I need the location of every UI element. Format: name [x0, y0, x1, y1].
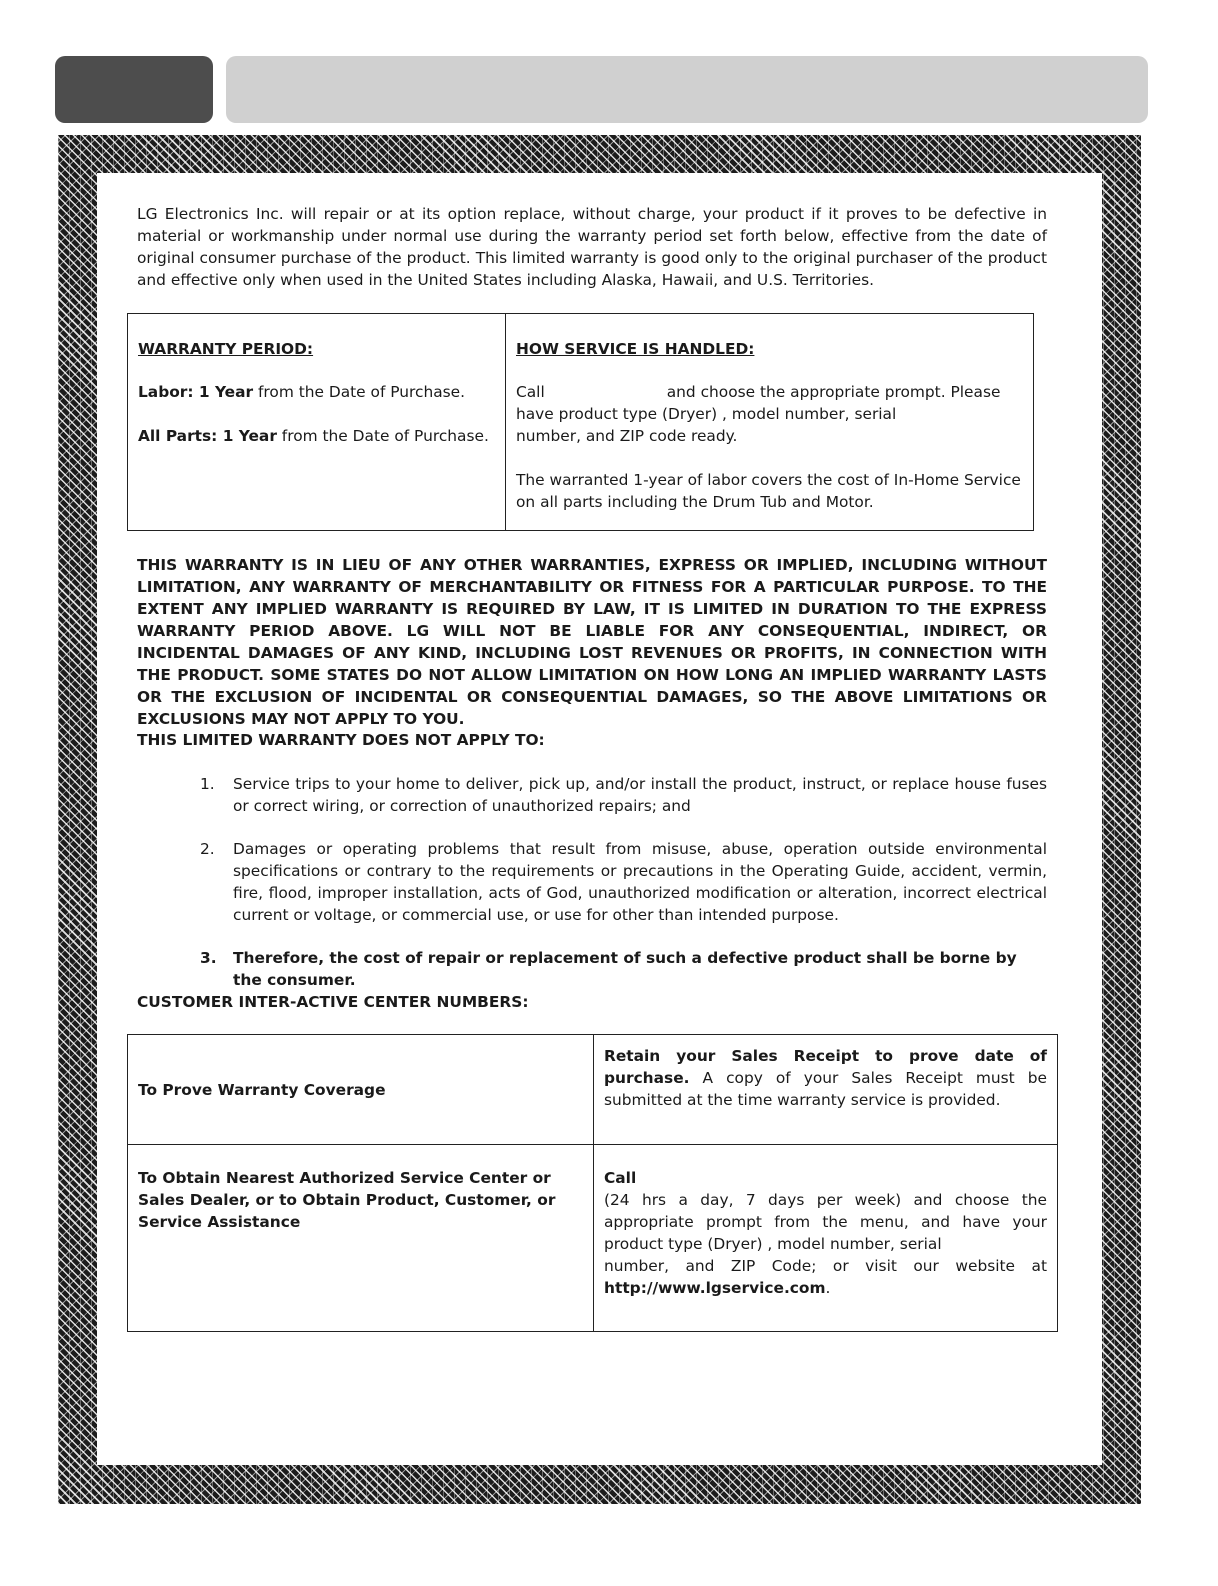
labor-label: Labor: 1 Year — [138, 383, 254, 401]
exclusion-text: Therefore, the cost of repair or replacement of such a defective product shall be borne by the consumer. — [233, 949, 1017, 989]
labor-coverage-text: The warranted 1-year of labor covers the cost of In-Home Service on all parts including the Drum Tub and Motor. — [516, 471, 1021, 511]
exclusion-text: Service trips to your home to deliver, pick up, and/or install the product, instruct, or replace house fuses or correct wiring, or correction of unauthorized repairs; and — [233, 775, 1047, 815]
service-handled-cell — [506, 314, 1034, 531]
exclusion-number: 2. — [200, 840, 215, 858]
parts-line — [138, 425, 495, 447]
assistance-text-last-line: number, and ZIP Code; or visit our website at — [604, 1257, 1047, 1275]
row-value — [594, 1035, 1058, 1145]
warranty-table — [127, 313, 1034, 531]
service-handled-header: HOW SERVICE IS HANDLED: — [516, 340, 755, 358]
table-row — [128, 1145, 1058, 1332]
labor-line — [138, 381, 495, 403]
row-value — [594, 1145, 1058, 1332]
header-tab-dark — [55, 56, 213, 123]
website-period: . — [825, 1279, 831, 1297]
parts-label: All Parts: 1 Year — [138, 427, 277, 445]
not-apply-heading: THIS LIMITED WARRANTY DOES NOT APPLY TO: — [137, 731, 545, 749]
sales-receipt-text: A copy of your Sales Receipt must be submitted at the time warranty service is provided. — [604, 1069, 1047, 1109]
call-line-2: have product type (Dryer) , model number, serial — [516, 405, 897, 423]
exclusion-item — [200, 947, 1047, 989]
assistance-text: (24 hrs a day, 7 days per week) and choose the appropriate prompt from the menu, and have your product type (Dryer) , model number, serial — [604, 1191, 1047, 1253]
call-word: Call — [516, 383, 545, 401]
exclusion-text: Damages or operating problems that result from misuse, abuse, operation outside environmental specifications or contrary to the requirements or precautions in the Operating Guide, accident, vermin, fire, flood, improper installation, acts of God, unauthorized modification or alteration, incorrect electrical current or voltage, or commercial use, or use for other than intended purpose. — [233, 840, 1047, 924]
cic-heading: CUSTOMER INTER-ACTIVE CENTER NUMBERS: — [137, 993, 529, 1011]
labor-text: from the Date of Purchase. — [253, 383, 466, 401]
warranty-period-header: WARRANTY PERIOD: — [138, 340, 314, 358]
call-rest: and choose the appropriate prompt. Please — [666, 383, 1001, 401]
header-bar-light — [226, 56, 1148, 123]
sales-receipt-bold: Retain your Sales Receipt to prove date of purchase. — [604, 1047, 1047, 1087]
call-word: Call — [604, 1169, 637, 1187]
exclusion-item — [200, 838, 1047, 926]
warranty-period-cell — [128, 314, 506, 531]
exclusion-number: 1. — [200, 775, 215, 793]
disclaimer-paragraph: THIS WARRANTY IS IN LIEU OF ANY OTHER WARRANTIES, EXPRESS OR IMPLIED, INCLUDING WITHOUT LIMITATION, ANY WARRANTY OF MERCHANTABILITY OR FITNESS FOR A PARTICULAR PURPOSE. TO THE EXTENT ANY IMPLIED WARRANTY IS REQUIRED BY LAW, IT IS LIMITED IN DURATION TO THE EXPRESS WARRANTY PERIOD ABOVE. LG WILL NOT BE LIABLE FOR ANY CONSEQUENTIAL, INDIRECT, OR INCIDENTAL DAMAGES OF ANY KIND, INCLUDING LOST REVENUES OR PROFITS, IN CONNECTION WITH THE PRODUCT. SOME STATES DO NOT ALLOW LIMITATION ON HOW LONG AN IMPLIED WARRANTY LASTS OR THE EXCLUSION OF INCIDENTAL OR CONSEQUENTIAL DAMAGES, SO THE ABOVE LIMITATIONS OR EXCLUSIONS MAY NOT APPLY TO YOU. — [137, 556, 1047, 728]
table-row — [128, 1035, 1058, 1145]
parts-text: from the Date of Purchase. — [276, 427, 489, 445]
intro-paragraph: LG Electronics Inc. will repair or at its option replace, without charge, your product if it proves to be defective in material or workmanship under normal use during the warranty period set forth below, effective from the date of original consumer purchase of the product. This limited warranty is good only to the original purchaser of the product and effective only when used in the United States including Alaska, Hawaii, and U.S. Territories. — [137, 205, 1047, 289]
website-link[interactable]: http://www.lgservice.com — [604, 1279, 826, 1297]
website-line — [604, 1277, 1047, 1299]
cic-table — [127, 1034, 1058, 1332]
row-label: To Obtain Nearest Authorized Service Center or Sales Dealer, or to Obtain Product, Customer, or Service Assistance — [128, 1145, 594, 1332]
row-label: To Prove Warranty Coverage — [128, 1035, 594, 1145]
call-line — [516, 381, 1023, 403]
exclusion-number: 3. — [200, 949, 217, 967]
call-line-3: number, and ZIP code ready. — [516, 427, 738, 445]
exclusion-item — [200, 773, 1047, 817]
